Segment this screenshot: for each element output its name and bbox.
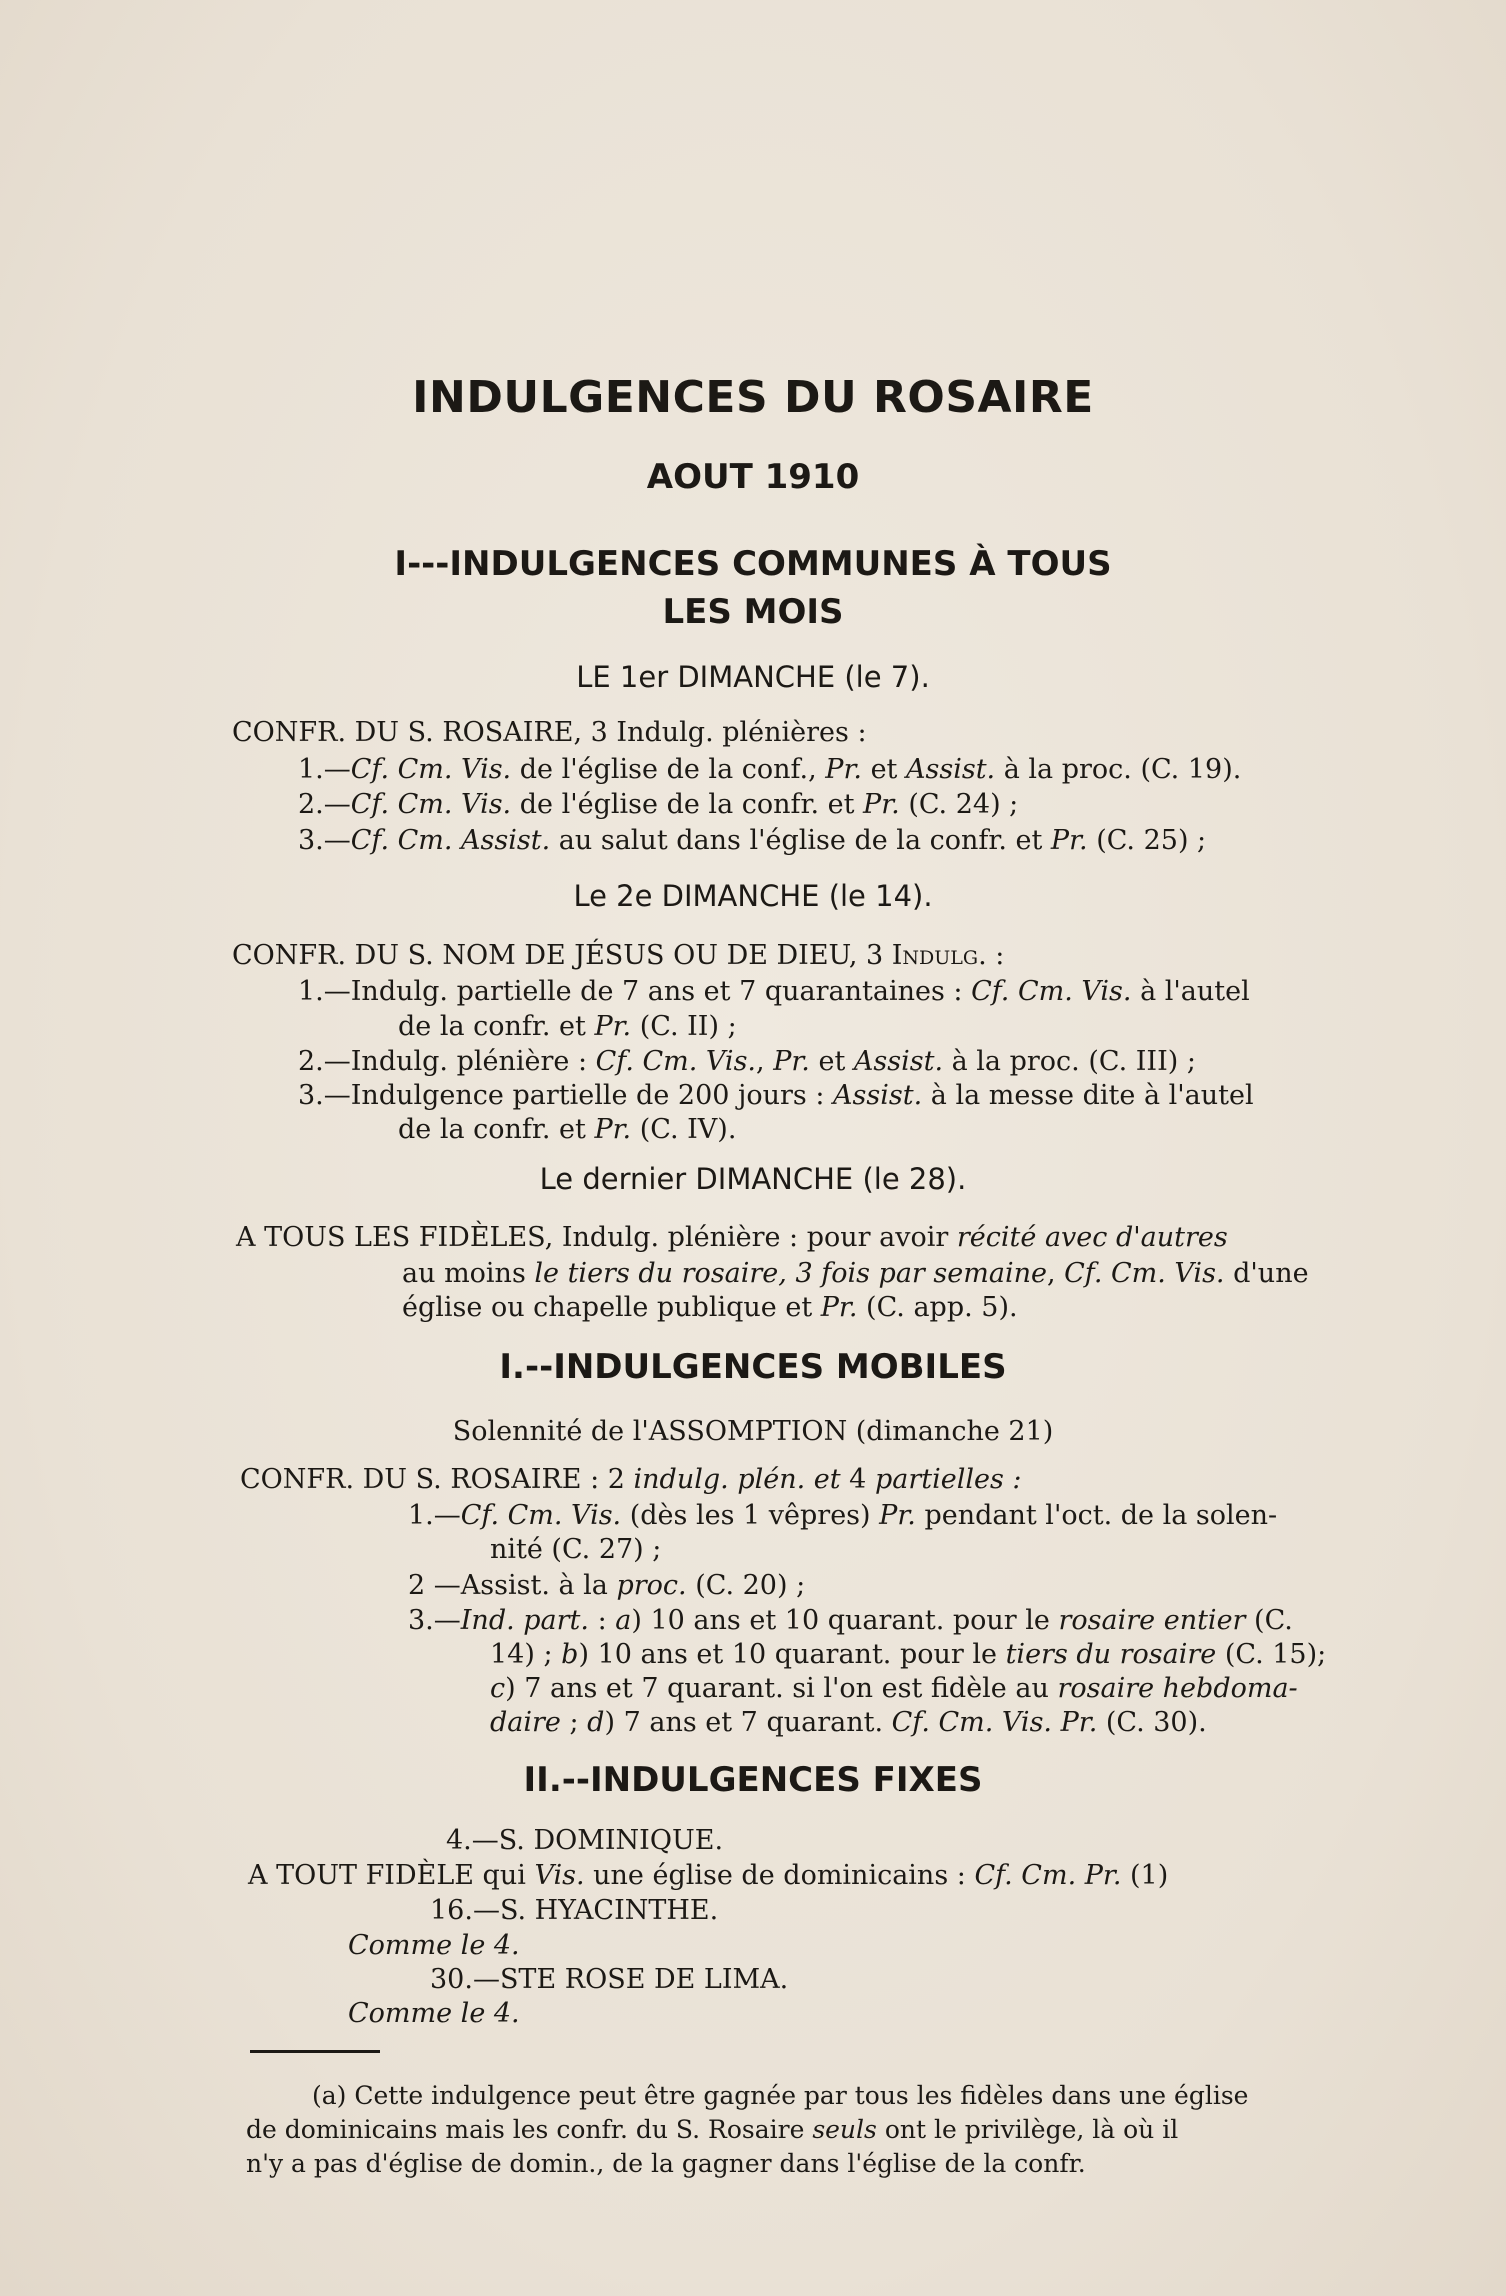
section2-item-3-line1: 3.—Ind. part. : a) 10 ans et 10 quarant. pour le rosaire entier (C. [408, 1605, 1293, 1636]
section2-item-3-line4: daire ; d) 7 ans et 7 quarant. Cf. Cm. Vis. Pr. (C. 30). [490, 1707, 1207, 1738]
page-date: AOUT 1910 [646, 457, 860, 497]
section2-subheading: Solennité de l'ASSOMPTION (dimanche 21) [452, 1416, 1054, 1447]
entry1-date: 4.—S. DOMINIQUE. [446, 1825, 724, 1856]
sunday-last-heading: Le dernier DIMANCHE (le 28). [539, 1162, 967, 1196]
footnote-line3: n'y a pas d'église de domin., de la gagner dans l'église de la confr. [246, 2149, 1086, 2178]
entry2-date: 16.—S. HYACINTHE. [430, 1895, 719, 1926]
entry3-text: Comme le 4. [348, 1998, 520, 2029]
entry3-date: 30.—STE ROSE DE LIMA. [430, 1964, 789, 1995]
section2-item-3-line3: c) 7 ans et 7 quarant. si l'on est fidèle au rosaire hebdoma- [490, 1673, 1298, 1704]
sunday1-intro: CONFR. DU S. ROSAIRE, 3 Indulg. plénières : [232, 717, 867, 748]
sunday2-item-2: 2.—Indulg. plénière : Cf. Cm. Vis., Pr. et Assist. à la proc. (C. III) ; [298, 1046, 1196, 1077]
section2-intro: CONFR. DU S. ROSAIRE : 2 indulg. plén. et 4 partielles : [240, 1464, 1022, 1495]
section1-heading-line2: LES MOIS [662, 592, 844, 632]
sunday1-item-2: 2.—Cf. Cm. Vis. de l'église de la confr. et Pr. (C. 24) ; [298, 789, 1019, 820]
section2-item-2: 2 —Assist. à la proc. (C. 20) ; [408, 1570, 806, 1601]
sunday-last-line1: A TOUS LES FIDÈLES, Indulg. plénière : pour avoir récité avec d'autres [236, 1222, 1228, 1253]
footnote-line2: de dominicains mais les confr. du S. Rosaire seuls ont le privilège, là où il [246, 2115, 1179, 2144]
footnote-rule [250, 2050, 380, 2053]
sunday-last-line2: au moins le tiers du rosaire, 3 fois par semaine, Cf. Cm. Vis. d'une [402, 1258, 1309, 1289]
sunday2-item-1-line1: 1.—Indulg. partielle de 7 ans et 7 quarantaines : Cf. Cm. Vis. à l'autel [298, 976, 1250, 1007]
sunday1-item-3: 3.—Cf. Cm. Assist. au salut dans l'église de la confr. et Pr. (C. 25) ; [298, 825, 1207, 856]
sunday2-item-3-line1: 3.—Indulgence partielle de 200 jours : Assist. à la messe dite à l'autel [298, 1080, 1254, 1111]
entry1-text: A TOUT FIDÈLE qui Vis. une église de dominicains : Cf. Cm. Pr. (1) [248, 1860, 1169, 1891]
section3-heading: II.--INDULGENCES FIXES [523, 1760, 983, 1800]
section1-heading-line1: I---INDULGENCES COMMUNES À TOUS [394, 544, 1112, 584]
sunday1-heading: LE 1er DIMANCHE (le 7). [576, 660, 930, 694]
footnote-line1: (a) Cette indulgence peut être gagnée par tous les fidèles dans une église [312, 2081, 1249, 2110]
section2-item-3-line2: 14) ; b) 10 ans et 10 quarant. pour le tiers du rosaire (C. 15); [490, 1639, 1327, 1670]
section2-heading: I.--INDULGENCES MOBILES [499, 1347, 1007, 1387]
section2-item-1-line2: nité (C. 27) ; [490, 1534, 662, 1565]
entry2-text: Comme le 4. [348, 1930, 520, 1961]
section2-item-1-line1: 1.—Cf. Cm. Vis. (dès les 1 vêpres) Pr. pendant l'oct. de la solen- [408, 1500, 1278, 1531]
sunday2-item-1-line2: de la confr. et Pr. (C. II) ; [398, 1011, 737, 1042]
sunday2-item-3-line2: de la confr. et Pr. (C. IV). [398, 1114, 737, 1145]
sunday1-item-1: 1.—Cf. Cm. Vis. de l'église de la conf., Pr. et Assist. à la proc. (C. 19). [298, 754, 1242, 785]
page-title: INDULGENCES DU ROSAIRE [412, 372, 1094, 423]
sunday2-heading: Le 2e DIMANCHE (le 14). [573, 879, 933, 913]
sunday-last-line3: église ou chapelle publique et Pr. (C. app. 5). [402, 1292, 1018, 1323]
sunday2-intro: CONFR. DU S. NOM DE JÉSUS OU DE DIEU, 3 Indulg. : [232, 940, 1005, 971]
